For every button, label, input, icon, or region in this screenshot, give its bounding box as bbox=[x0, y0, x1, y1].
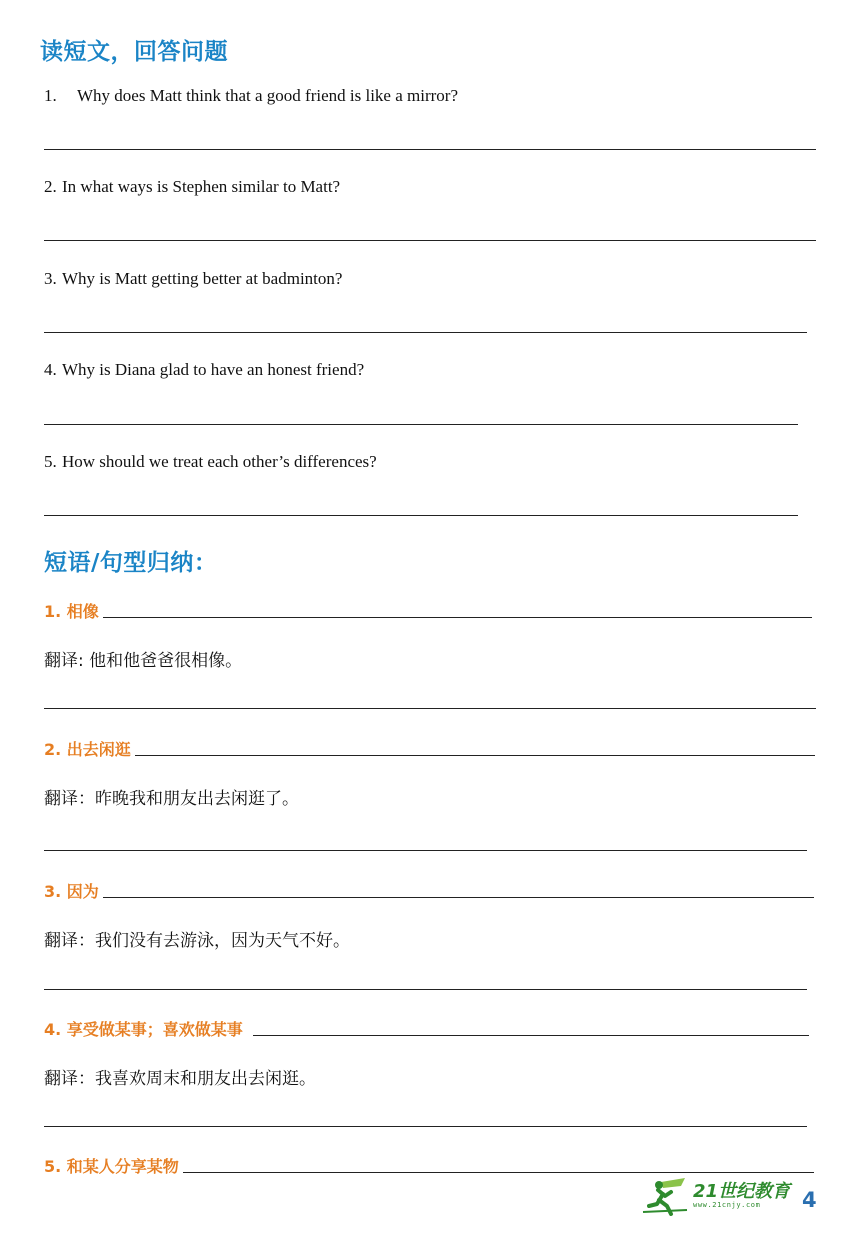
phrase-blank[interactable] bbox=[135, 755, 815, 756]
page-number: 4 bbox=[802, 1188, 817, 1212]
section-title-reading: 读短文，回答问题 bbox=[40, 39, 228, 65]
footer-logo bbox=[641, 1176, 790, 1216]
question-1 bbox=[44, 86, 458, 106]
question-text: In what ways is Stephen similar to Matt? bbox=[62, 177, 341, 196]
translation-prompt-3: 翻译：我们没有去游泳，因为天气不好。 bbox=[44, 931, 350, 951]
translation-line-4[interactable] bbox=[44, 1126, 807, 1127]
translation-line-1[interactable] bbox=[44, 708, 816, 709]
question-number: 1. bbox=[44, 86, 57, 105]
question-number: 5. bbox=[44, 452, 57, 471]
phrase-row-2 bbox=[44, 737, 815, 760]
answer-line-2[interactable] bbox=[44, 240, 816, 241]
translation-prompt-1: 翻译: 他和他爸爸很相像。 bbox=[44, 651, 243, 671]
question-text: Why does Matt think that a good friend is like a mirror? bbox=[77, 86, 458, 105]
logo-url: www.21cnjy.com bbox=[693, 1201, 761, 1209]
phrase-label: 1. 相像 bbox=[44, 602, 99, 621]
phrase-blank[interactable] bbox=[103, 617, 812, 618]
answer-line-4[interactable] bbox=[44, 424, 798, 425]
question-number: 4. bbox=[44, 360, 57, 379]
question-number: 2. bbox=[44, 177, 57, 196]
answer-line-3[interactable] bbox=[44, 332, 807, 333]
question-2 bbox=[44, 177, 340, 197]
question-5 bbox=[44, 452, 377, 472]
translation-prompt-2: 翻译：昨晚我和朋友出去闲逛了。 bbox=[44, 789, 299, 809]
translation-prompt-4: 翻译：我喜欢周末和朋友出去闲逛。 bbox=[44, 1069, 316, 1089]
phrase-label: 3. 因为 bbox=[44, 882, 99, 901]
question-4 bbox=[44, 360, 364, 380]
answer-line-1[interactable] bbox=[44, 149, 816, 150]
translation-line-3[interactable] bbox=[44, 989, 807, 990]
question-text: How should we treat each other’s differences? bbox=[62, 452, 377, 471]
phrase-blank[interactable] bbox=[183, 1172, 814, 1173]
phrase-label: 2. 出去闲逛 bbox=[44, 740, 131, 759]
phrase-row-1 bbox=[44, 599, 812, 622]
question-number: 3. bbox=[44, 269, 57, 288]
runner-logo-icon bbox=[641, 1176, 691, 1216]
question-text: Why is Matt getting better at badminton? bbox=[62, 269, 343, 288]
translation-line-2[interactable] bbox=[44, 850, 807, 851]
question-3 bbox=[44, 269, 342, 289]
phrase-label: 4. 享受做某事；喜欢做某事 bbox=[44, 1020, 243, 1039]
phrase-label: 5. 和某人分享某物 bbox=[44, 1157, 179, 1176]
phrase-row-4 bbox=[44, 1017, 809, 1040]
answer-line-5[interactable] bbox=[44, 515, 798, 516]
logo-text: 21世纪教育 bbox=[693, 1181, 791, 1202]
phrase-row-3 bbox=[44, 879, 814, 902]
phrase-blank[interactable] bbox=[253, 1035, 809, 1036]
phrase-blank[interactable] bbox=[103, 897, 814, 898]
phrase-row-5 bbox=[44, 1154, 814, 1177]
question-text: Why is Diana glad to have an honest friend? bbox=[62, 360, 365, 379]
section-title-phrases: 短语/句型归纳： bbox=[44, 550, 218, 576]
